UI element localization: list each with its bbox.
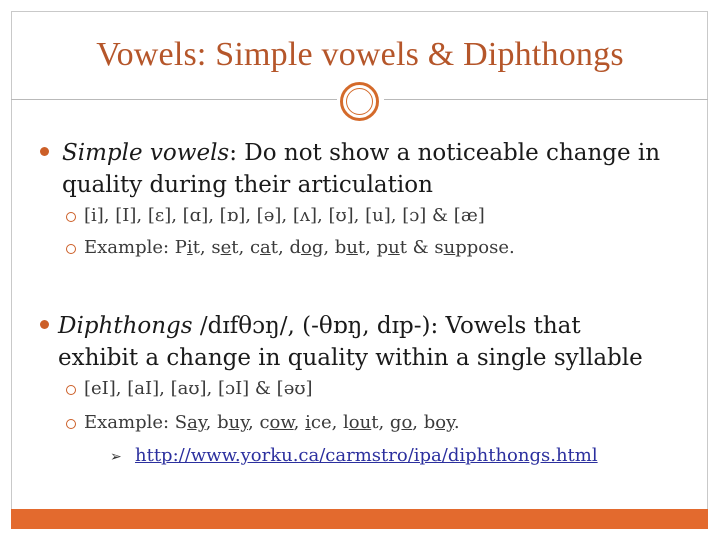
diphthongs-list: [eI], [aI], [aʊ], [ɔI] & [əʊ] xyxy=(84,378,313,399)
footer-accent-bar xyxy=(11,509,708,529)
sub-bullet-circle-icon xyxy=(66,244,76,254)
bullet-dot-icon xyxy=(40,320,49,329)
decorative-ring-icon xyxy=(340,82,379,121)
example-fragment: a xyxy=(260,237,271,258)
example-fragment: o xyxy=(401,412,413,433)
sub-bullet-circle-icon xyxy=(66,385,76,395)
sub-bullet-circle-icon xyxy=(66,212,76,222)
example-fragment: . xyxy=(453,412,460,433)
bullet-diphthongs-line1 xyxy=(58,310,581,342)
example-fragment: u xyxy=(443,237,456,258)
simple-vowels-example xyxy=(84,236,515,260)
example-prefix: Example: P xyxy=(84,237,187,258)
example-fragment: t, d xyxy=(270,237,301,258)
example-fragment: i xyxy=(186,237,193,258)
example-fragment: u xyxy=(346,237,358,258)
example-fragment: i xyxy=(305,412,311,433)
example-fragment: , b xyxy=(205,412,229,433)
example-words xyxy=(187,412,459,433)
simple-vowels-list: [i], [I], [ɛ], [ɑ], [ɒ], [ə], [ʌ], [ʊ], [u], [ɔ] & [æ] xyxy=(84,205,485,226)
bullet-dot-icon xyxy=(40,147,49,156)
example-fragment: t & s xyxy=(399,237,444,258)
example-fragment: ppose. xyxy=(455,237,515,258)
sub-bullet-circle-icon xyxy=(66,419,76,429)
arrow-bullet-icon: ➢ xyxy=(110,449,122,465)
term-diphthongs: Diphthongs xyxy=(58,313,193,339)
example-fragment: ow xyxy=(269,412,294,433)
example-fragment: , c xyxy=(248,412,270,433)
example-fragment: u xyxy=(388,237,400,258)
diphthongs-reference-link[interactable]: http://www.yorku.ca/carmstro/ipa/diphthongs.html xyxy=(135,445,598,466)
bullet-simple-vowels-line1 xyxy=(62,137,660,169)
example-fragment: t, g xyxy=(371,412,402,433)
example-words xyxy=(187,237,515,258)
bullet-diphthongs-line2: exhibit a change in quality within a single syllable xyxy=(58,345,643,371)
example-fragment: ou xyxy=(348,412,372,433)
example-prefix: Example: S xyxy=(84,412,188,433)
title-divider-left xyxy=(11,99,337,100)
diphthongs-pronunciation: /dɪfθɔŋ/, (-θɒŋ, dɪp-): Vowels that xyxy=(192,313,581,339)
title-divider-right xyxy=(384,99,708,100)
example-fragment: uy xyxy=(228,412,248,433)
diphthongs-example xyxy=(84,411,460,435)
example-fragment: g, b xyxy=(311,237,347,258)
example-fragment: t, c xyxy=(231,237,261,258)
bullet-simple-vowels-line2: quality during their articulation xyxy=(62,172,433,198)
example-fragment: oy xyxy=(435,412,454,433)
example-fragment: , xyxy=(293,412,306,433)
example-fragment: e xyxy=(220,237,232,258)
example-fragment: t, s xyxy=(192,237,221,258)
example-fragment: ay xyxy=(187,412,206,433)
simple-vowels-definition: : Do not show a noticeable change in xyxy=(229,140,661,166)
example-fragment: o xyxy=(300,237,312,258)
example-fragment: , b xyxy=(412,412,436,433)
example-fragment: t, p xyxy=(357,237,389,258)
term-simple-vowels: Simple vowels xyxy=(62,140,230,166)
slide-title: Vowels: Simple vowels & Diphthongs xyxy=(96,36,624,73)
example-fragment: ce, l xyxy=(310,412,349,433)
